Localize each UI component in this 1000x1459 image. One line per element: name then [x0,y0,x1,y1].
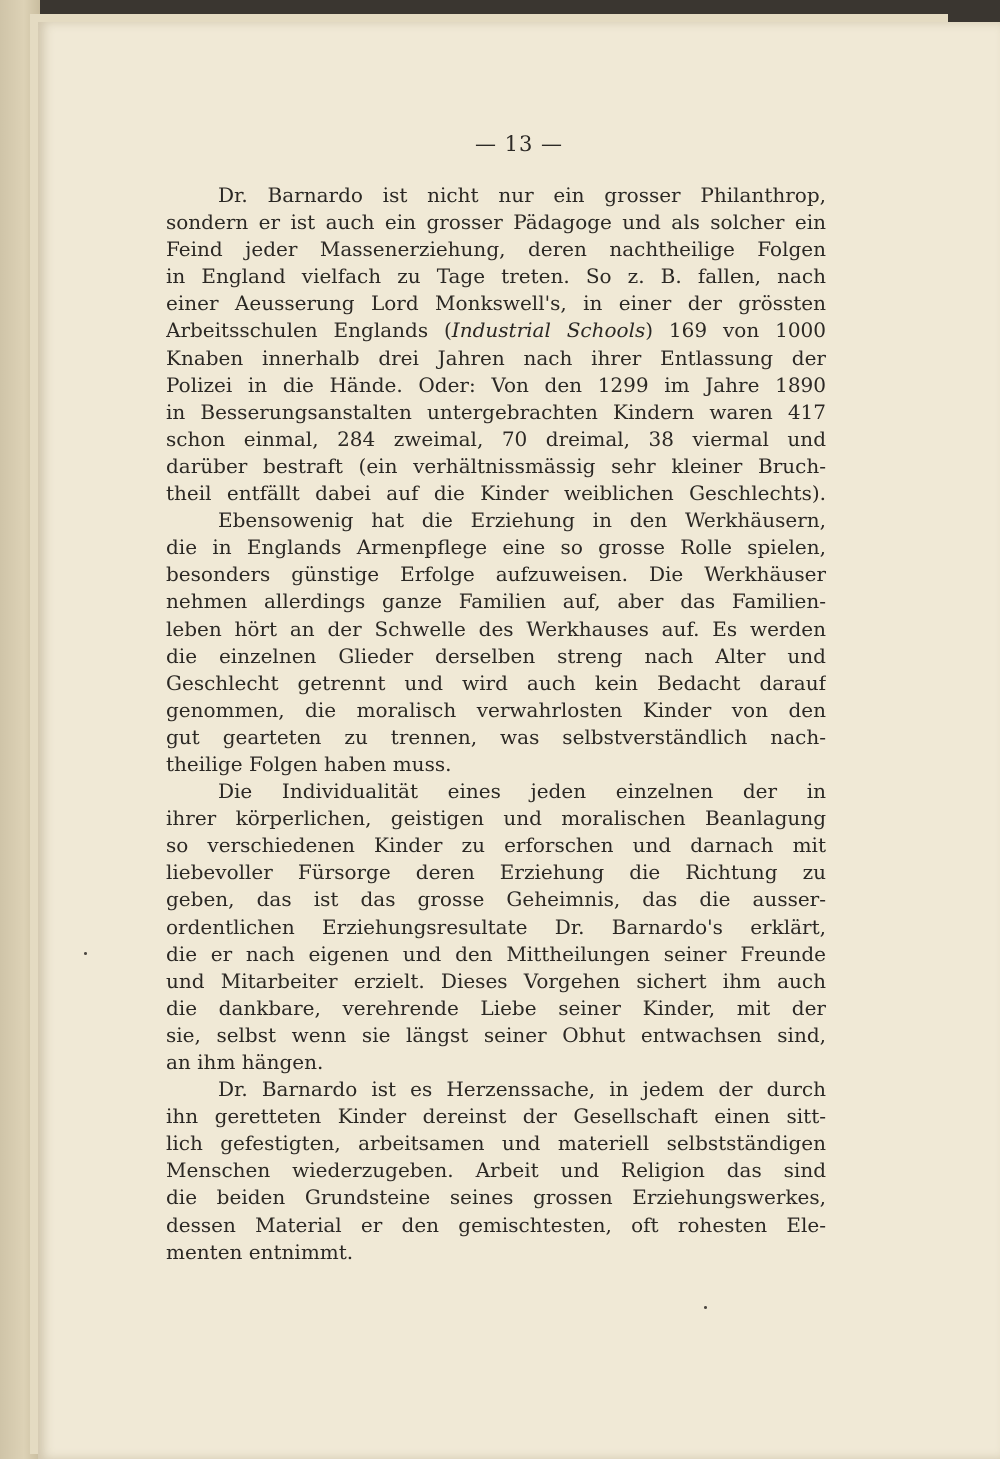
text-line: so verschiedenen Kinder zu erforschen und darnach mit [166,833,826,858]
text-line: theilige Folgen haben muss. [166,751,452,776]
text-line: die einzelnen Glieder derselben streng nach Alter und [166,643,826,668]
text-line: Geschlecht getrennt und wird auch kein Bedacht darauf [166,670,826,695]
text-line: besonders günstige Erfolge aufzuweisen. Die Werkhäuser [166,562,826,587]
body-text [166,182,826,1266]
text-line: ordentlichen Erziehungsresultate Dr. Barnardo's erklärt, [166,914,826,939]
text-line: Polizei in die Hände. Oder: Von den 1299 im Jahre 1890 [166,372,826,397]
text-line: Die Individualität eines jeden einzelnen der in [218,779,826,804]
text-line: die dankbare, verehrende Liebe seiner Kinder, mit der [166,995,826,1020]
text-line: die beiden Grundsteine seines grossen Erziehungswerkes, [166,1185,826,1210]
text-line: liebevoller Fürsorge deren Erziehung die Richtung zu [166,860,826,885]
text-line: ihrer körperlichen, geistigen und moralischen Beanlagung [166,806,826,831]
text-line: theil entfällt dabei auf die Kinder weiblichen Geschlechts). [166,481,826,506]
text-line: Dr. Barnardo ist es Herzenssache, in jedem der durch [218,1077,826,1102]
text-line: die er nach eigenen und den Mittheilungen seiner Freunde [166,941,826,966]
text-line: und Mitarbeiter erzielt. Dieses Vorgehen sichert ihm auch [166,968,826,993]
text-line: nehmen allerdings ganze Familien auf, aber das Familien- [166,589,826,614]
book-page [38,22,1000,1459]
text-line: sie, selbst wenn sie längst seiner Obhut entwachsen sind, [166,1022,826,1047]
text-line: in Besserungsanstalten untergebrachten Kindern waren 417 [166,399,826,424]
text-line: Arbeitsschulen Englands (Industrial Schools) 169 von 1000 [166,318,826,343]
page-number: — 13 — [474,132,564,156]
text-line: Feind jeder Massenerziehung, deren nachtheilige Folgen [166,237,826,262]
text-line: gut gearteten zu trennen, was selbstverständlich nach- [166,724,826,749]
text-line: Menschen wiederzugeben. Arbeit und Religion das sind [166,1158,826,1183]
text-line: genommen, die moralisch verwahrlosten Kinder von den [166,697,826,722]
text-line: leben hört an der Schwelle des Werkhauses auf. Es werden [166,616,826,641]
text-line: ihn geretteten Kinder dereinst der Gesellschaft einen sitt- [166,1104,826,1129]
text-line: Ebensowenig hat die Erziehung in den Werkhäusern, [218,508,826,533]
text-line: darüber bestraft (ein verhältnissmässig sehr kleiner Bruch- [166,453,826,478]
text-line: Knaben innerhalb drei Jahren nach ihrer Entlassung der [166,345,826,370]
text-line: einer Aeusserung Lord Monkswell's, in einer der grössten [166,291,826,316]
text-line: sondern er ist auch ein grosser Pädagoge und als solcher ein [166,210,826,235]
text-line: lich gefestigten, arbeitsamen und materiell selbstständigen [166,1131,826,1156]
italic-title: Industrial Schools [451,318,646,343]
paper-speck [84,952,87,955]
text-line: schon einmal, 284 zweimal, 70 dreimal, 38 viermal und [166,426,826,451]
text-line: dessen Material er den gemischtesten, oft rohesten Ele- [166,1212,826,1237]
text-line: geben, das ist das grosse Geheimnis, das die ausser- [166,887,826,912]
text-line: menten entnimmt. [166,1239,354,1264]
text-line: in England vielfach zu Tage treten. So z. B. fallen, nach [166,264,826,289]
paper-speck [704,1306,707,1309]
text-line: an ihm hängen. [166,1050,324,1074]
text-line: die in Englands Armenpflege eine so grosse Rolle spielen, [166,535,826,560]
text-line: Dr. Barnardo ist nicht nur ein grosser Philanthrop, [218,183,826,207]
